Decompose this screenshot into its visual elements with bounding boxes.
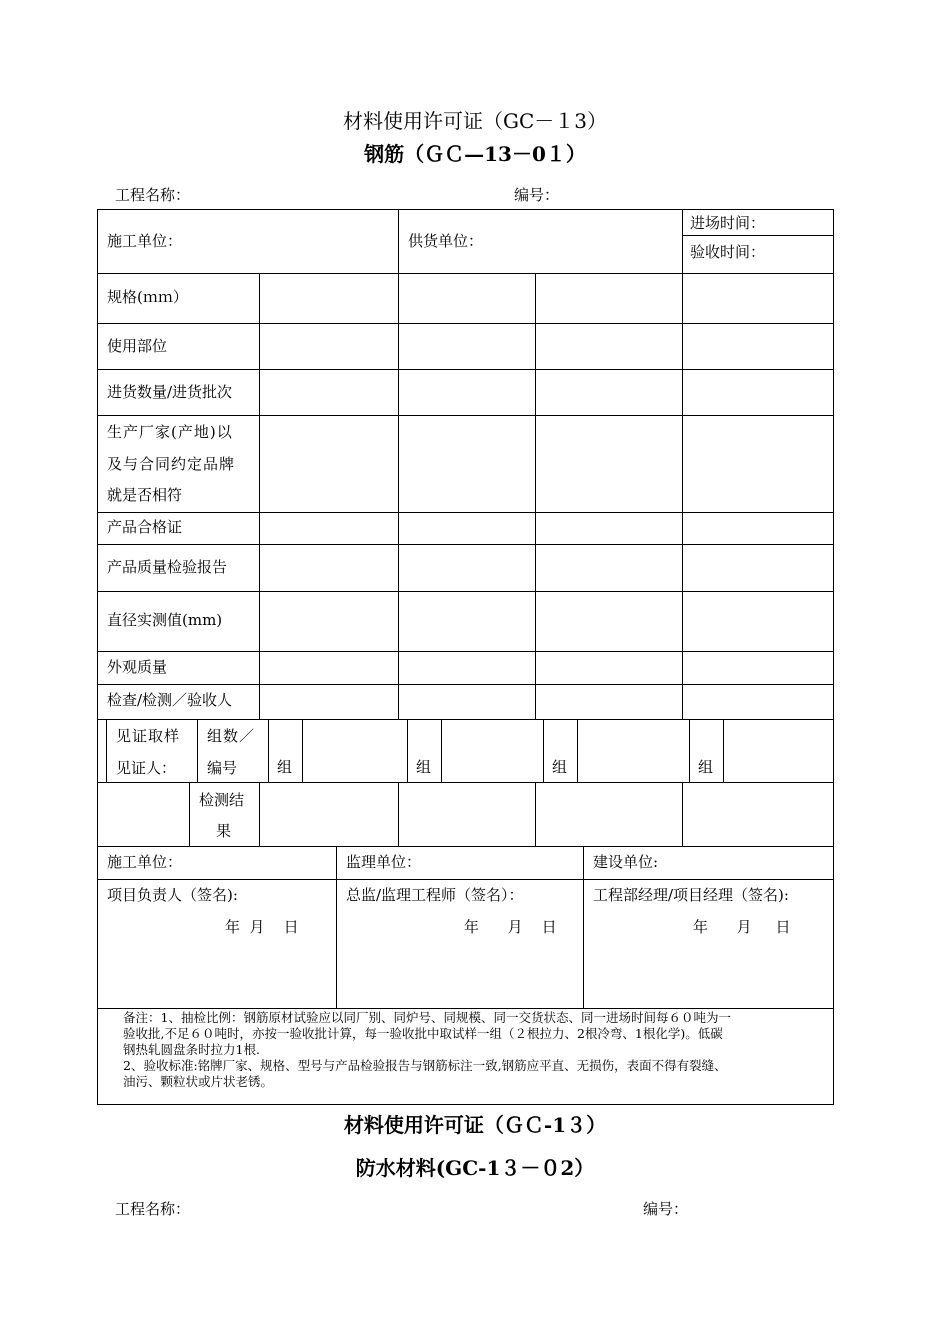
row-label-manufacturer-line1: 生产厂家(产地)以	[107, 423, 233, 441]
notes-line: 油污、颗粒状或片状老锈。	[123, 1074, 274, 1089]
row-label-manufacturer-line3: 就是否相符	[107, 486, 183, 504]
notes-line: 验收批,不足６０吨时，亦按一验收批计算，每一验收批中取试样一组（２根拉力、2根冷弯、1根化学)。低碳	[123, 1026, 723, 1041]
group-number-label-line2: 编号	[207, 759, 238, 777]
witness-label-line2: 见证人：	[116, 759, 177, 777]
group-number-label-line1: 组数／	[207, 727, 256, 745]
row-label-usage-location: 使用部位	[107, 337, 168, 355]
row-label-spec: 规格(ｍｍ）	[107, 288, 188, 306]
row-label-quantity-batch: 进货数量/进货批次	[107, 383, 233, 401]
date-construction: 年 月 日	[225, 918, 299, 936]
group-unit: 组	[552, 758, 568, 776]
number-label: 编号：	[514, 186, 560, 204]
sign-owner-unit: 建设单位:	[593, 853, 659, 871]
sign-supervision-unit: 监理单位：	[346, 853, 422, 871]
form2-number-label: 编号：	[643, 1200, 689, 1218]
form-title: 材料使用许可证（GC－１3）	[342, 109, 607, 133]
sign-construction-unit: 施工单位：	[107, 853, 183, 871]
row-label-manufacturer-line2: 及与合同约定品牌	[107, 455, 236, 473]
form2-project-name-label: 工程名称：	[115, 1200, 191, 1218]
project-name-label: 工程名称：	[115, 186, 191, 204]
witness-label-line1: 见证取样	[116, 727, 181, 745]
date-owner: 年 月 日	[693, 918, 791, 936]
row-label-appearance: 外观质量	[107, 658, 168, 676]
group-unit: 组	[416, 758, 432, 776]
row-label-inspector: 检查/检测／验收人	[107, 691, 233, 709]
row-label-inspection-report: 产品质量检验报告	[107, 558, 228, 576]
dept-manager-signature: 工程部经理/项目经理（签名):	[593, 886, 789, 904]
supplier-unit-label: 供货单位：	[408, 232, 484, 250]
test-result-label-line2: 果	[216, 822, 232, 840]
group-unit: 组	[277, 758, 293, 776]
entry-time-label: 进场时间：	[690, 214, 766, 232]
acceptance-time-label: 验收时间：	[690, 243, 766, 261]
test-result-label-line1: 检测结	[199, 791, 245, 809]
date-supervision: 年 月 日	[464, 918, 557, 936]
form2-title: 材料使用许可证（ＧＣ-1３）	[343, 1113, 607, 1137]
group-unit: 组	[698, 758, 714, 776]
form2-subtitle: 防水材料(GC-1３－０2）	[355, 1156, 595, 1180]
project-leader-signature: 项目负责人（签名):	[107, 886, 238, 904]
row-label-certificate: 产品合格证	[107, 518, 183, 536]
notes-line: 钢热轧圆盘条时拉力1根.	[123, 1042, 260, 1057]
notes-line: 2、验收标准:铭牌厂家、规格、型号与产品检验报告与钢筋标注一致,钢筋应平直、无损伤，表面不得有裂缝、	[123, 1058, 727, 1073]
construction-unit-label: 施工单位：	[107, 232, 183, 250]
row-label-diameter: 直径实测值(mm)	[107, 611, 223, 629]
notes-line: 备注：1、抽检比例：钢筋原材试验应以同厂别、同炉号、同规模、同一交货状态、同一进场时间每６０吨为一	[123, 1010, 731, 1025]
chief-supervisor-signature: 总监/监理工程师（签名）：	[346, 886, 524, 904]
form-subtitle: 钢筋（ＧＣ—13－0１）	[364, 142, 586, 166]
